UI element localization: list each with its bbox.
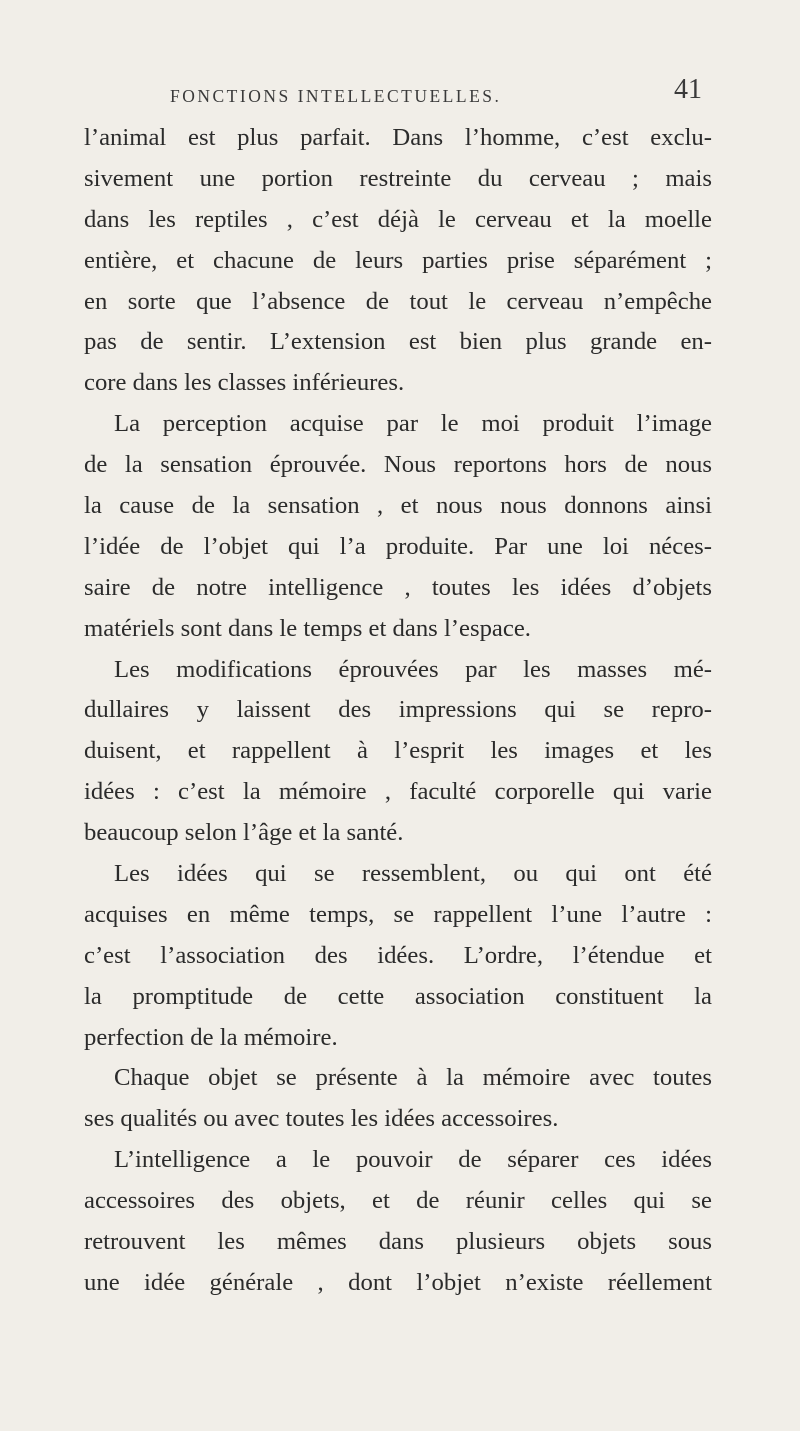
- text-line: beaucoup selon l’âge et la santé.: [84, 819, 404, 847]
- text-line: Les idées qui se ressemblent, ou qui ont été: [114, 860, 712, 888]
- text-line: accessoires des objets, et de réunir celles qui se: [84, 1187, 712, 1215]
- text-line: de la sensation éprouvée. Nous reportons hors de nous: [84, 451, 712, 479]
- text-line: Chaque objet se présente à la mémoire avec toutes: [114, 1064, 712, 1092]
- text-line: matériels sont dans le temps et dans l’espace.: [84, 614, 531, 642]
- text-line: core dans les classes inférieures.: [84, 369, 405, 397]
- text-line: L’intelligence a le pouvoir de séparer ces idées: [114, 1146, 712, 1174]
- body-text: [84, 118, 712, 1304]
- text-line: sivement une portion restreinte du cerveau ; mais: [84, 164, 712, 192]
- text-line: acquises en même temps, se rappellent l’une l’autre :: [84, 900, 712, 928]
- text-line: l’idée de l’objet qui l’a produite. Par une loi néces-: [84, 532, 712, 560]
- running-head: FONCTIONS INTELLECTUELLES.: [170, 86, 502, 106]
- text-line: retrouvent les mêmes dans plusieurs objets sous: [84, 1228, 712, 1256]
- text-line: Les modifications éprouvées par les masses mé-: [114, 655, 712, 683]
- text-line: en sorte que l’absence de tout le cerveau n’empêche: [84, 287, 712, 315]
- text-line: saire de notre intelligence , toutes les idées d’objets: [84, 573, 712, 601]
- text-line: idées : c’est la mémoire , faculté corporelle qui varie: [84, 778, 712, 806]
- page-number: 41: [674, 74, 702, 105]
- text-line: dans les reptiles , c’est déjà le cerveau et la moelle: [84, 205, 712, 233]
- text-line: duisent, et rappellent à l’esprit les images et les: [84, 737, 712, 765]
- text-line: pas de sentir. L’extension est bien plus grande en-: [84, 328, 712, 356]
- text-line: la promptitude de cette association constituent la: [84, 982, 712, 1010]
- text-line: l’animal est plus parfait. Dans l’homme, c’est exclu-: [84, 124, 712, 151]
- text-line: la cause de la sensation , et nous nous donnons ainsi: [84, 492, 712, 520]
- text-line: perfection de la mémoire.: [84, 1023, 338, 1051]
- text-line: dullaires y laissent des impressions qui se repro-: [84, 696, 712, 724]
- text-line: entière, et chacune de leurs parties prise séparément ;: [84, 246, 712, 274]
- text-line: La perception acquise par le moi produit l’image: [114, 410, 712, 438]
- text-line: ses qualités ou avec toutes les idées accessoires.: [84, 1105, 559, 1133]
- text-line: c’est l’association des idées. L’ordre, l’étendue et: [84, 941, 712, 969]
- page-header: [0, 72, 800, 112]
- text-line: une idée générale , dont l’objet n’existe réellement: [84, 1268, 712, 1296]
